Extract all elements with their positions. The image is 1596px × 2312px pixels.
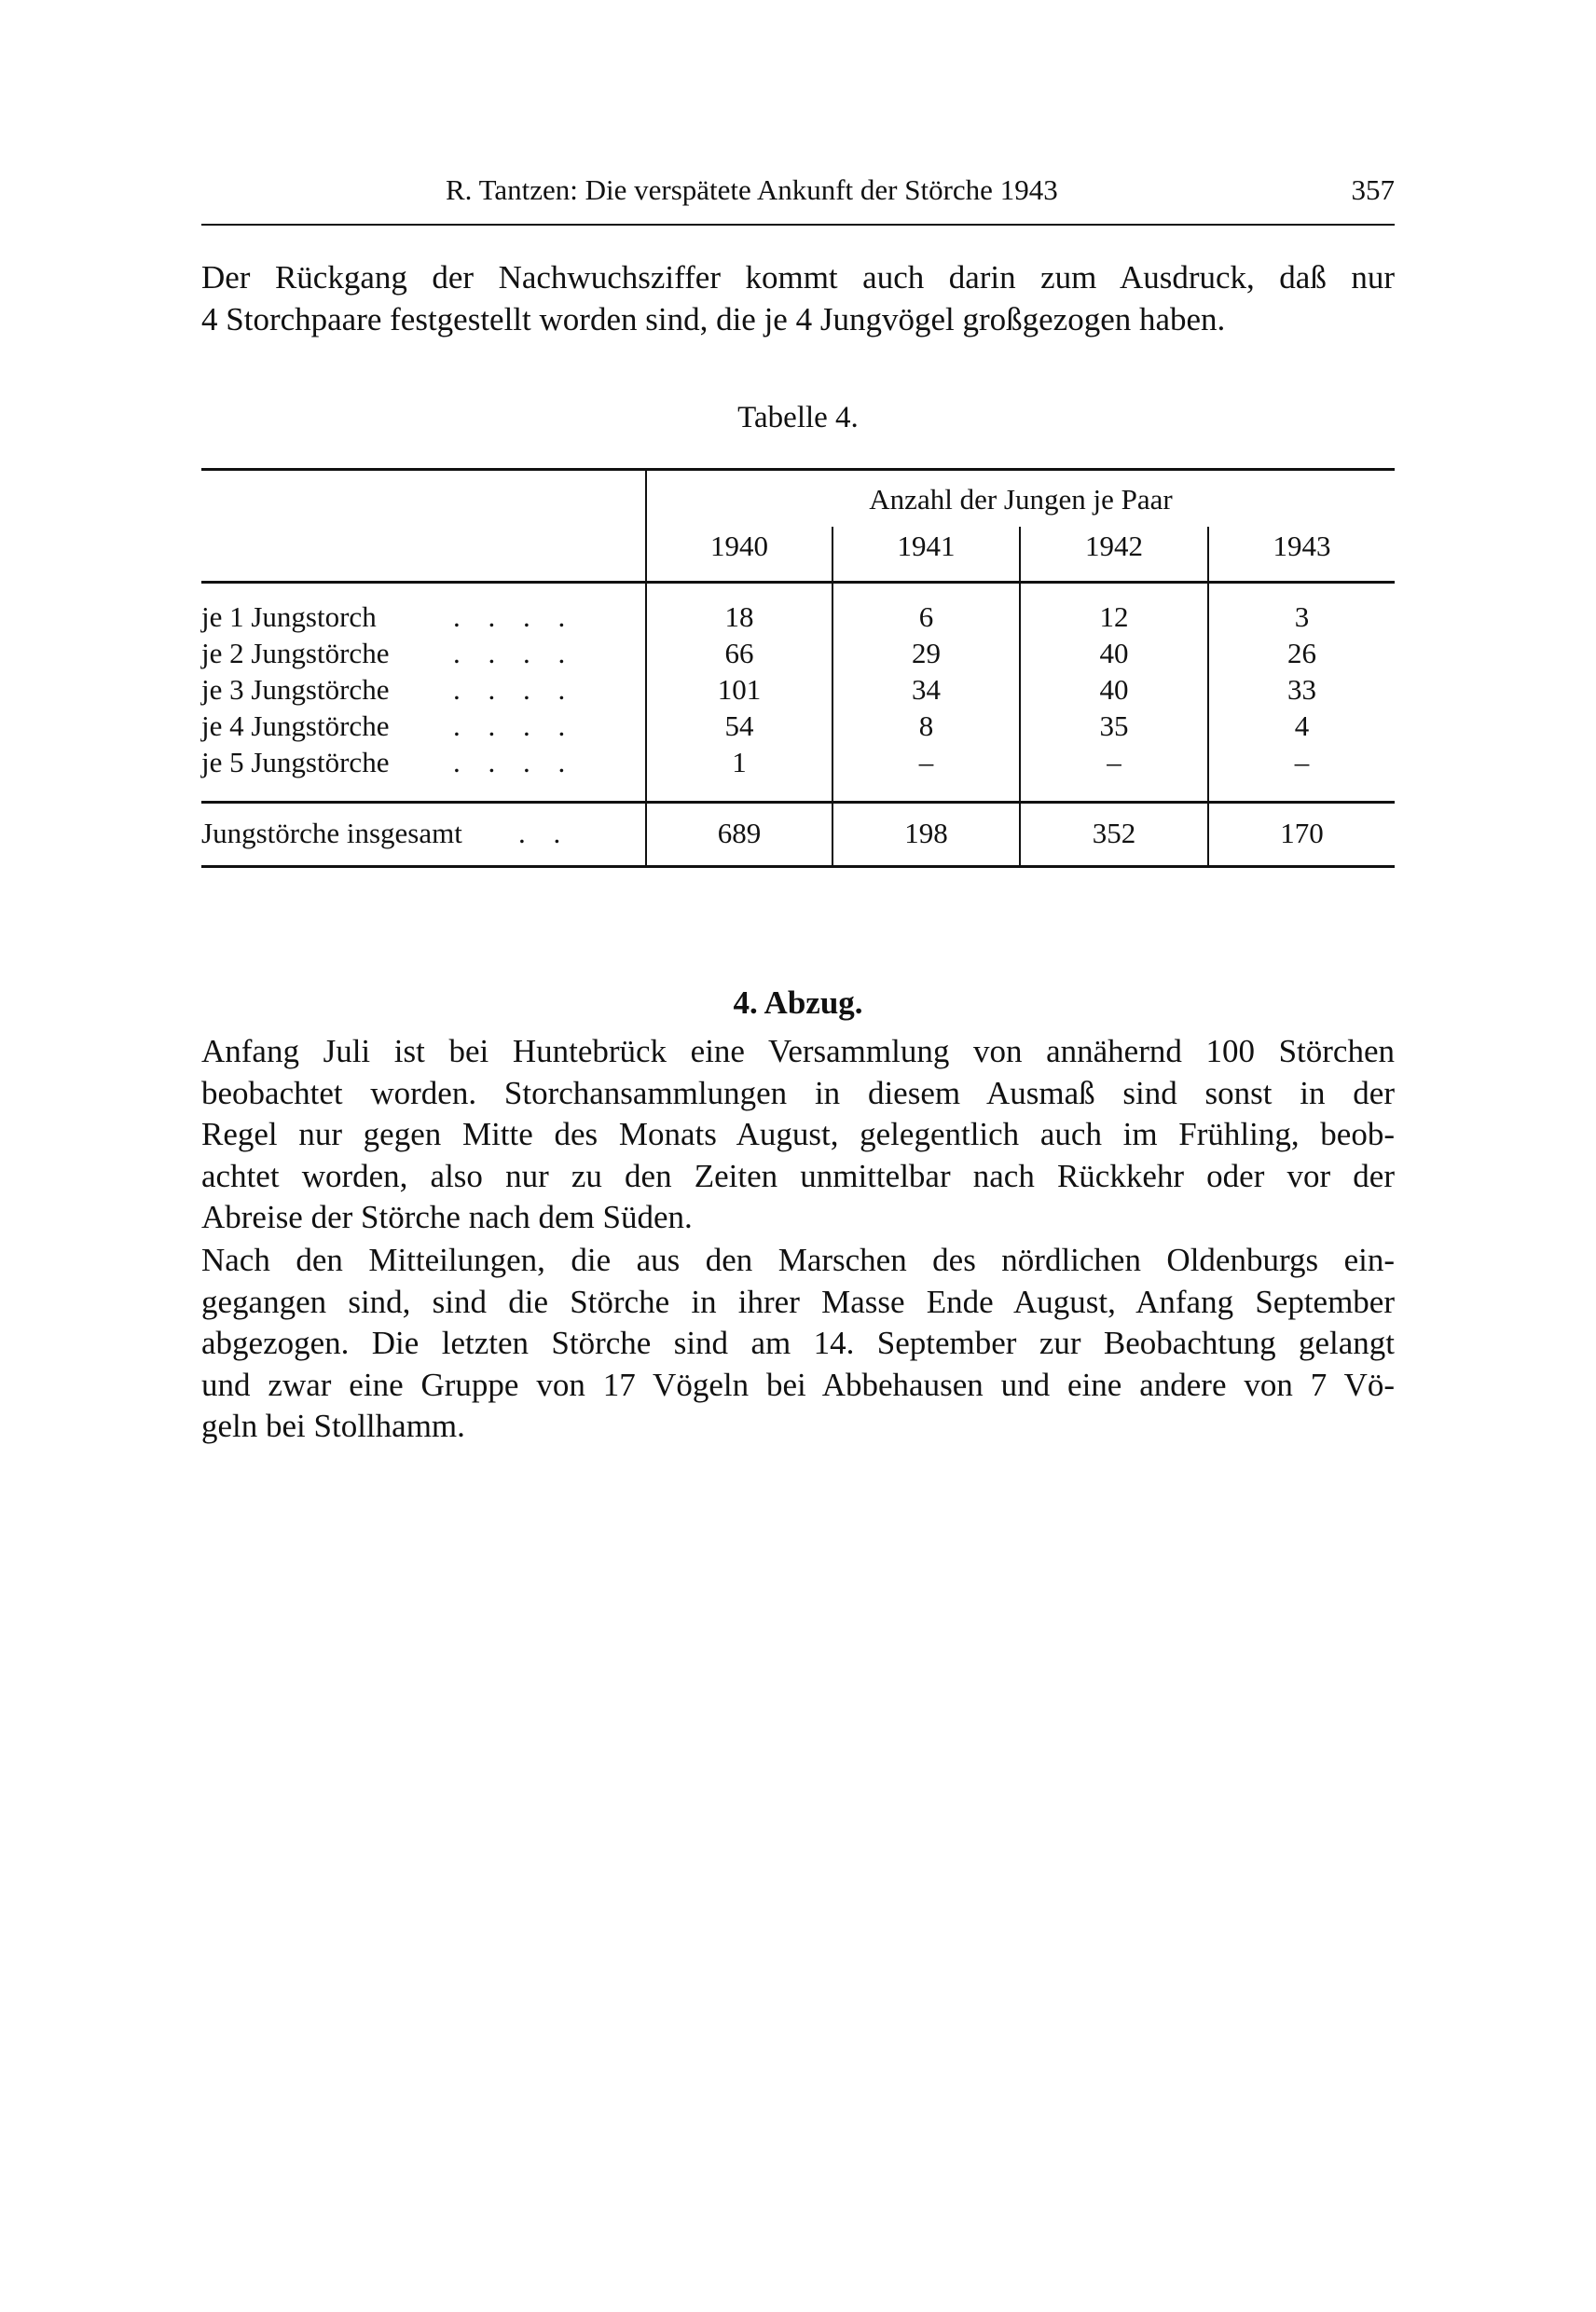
table-cell: 352 bbox=[1092, 817, 1136, 849]
table-cell: 689 bbox=[717, 817, 762, 849]
text-line: und zwar eine Gruppe von 17 Vögeln bei Abbehausen und eine andere von 7 Vö- bbox=[201, 1366, 1395, 1403]
table-cell: 18 bbox=[724, 600, 754, 633]
text-line: Anfang Juli ist bei Huntebrück eine Versammlung von annähernd 100 Störchen bbox=[201, 1033, 1395, 1069]
table-cell: 29 bbox=[912, 637, 941, 669]
table-year-header: 1941 bbox=[897, 530, 956, 562]
table-cell: 198 bbox=[904, 817, 948, 849]
row-label: je 1 Jungstorch bbox=[201, 600, 377, 633]
table-row bbox=[201, 635, 1395, 671]
table-cell: 40 bbox=[1099, 673, 1129, 706]
intro-paragraph bbox=[201, 257, 1395, 340]
table-year-header: 1943 bbox=[1273, 530, 1331, 562]
table-year-header: 1940 bbox=[710, 530, 768, 562]
table-cell: 8 bbox=[918, 709, 934, 742]
table-cell: 33 bbox=[1287, 673, 1316, 706]
table-cell: – bbox=[918, 746, 934, 778]
text-line: beobachtet worden. Storchansammlungen in diesem Ausmaß sind sonst in der bbox=[201, 1074, 1395, 1111]
text-line: 4 Storchpaare festgestellt worden sind, die je 4 Jungvögel großgezogen haben. bbox=[201, 300, 1226, 337]
row-label: je 5 Jungstörche bbox=[201, 746, 390, 778]
row-label: je 2 Jungstörche bbox=[201, 637, 390, 669]
table-row bbox=[201, 599, 1395, 635]
row-label: je 4 Jungstörche bbox=[201, 709, 390, 742]
table-year-header: 1942 bbox=[1085, 530, 1143, 562]
running-title: R. Tantzen: Die verspätete Ankunft der Störche 1943 bbox=[446, 173, 1058, 206]
table-header-rule bbox=[201, 581, 1395, 584]
table-cell: 34 bbox=[912, 673, 941, 706]
table-cell: 54 bbox=[724, 709, 754, 742]
leader-dots: . . bbox=[518, 817, 571, 849]
leader-dots: . . . . bbox=[453, 709, 576, 742]
table-total-rule bbox=[201, 801, 1395, 804]
table-cell: 40 bbox=[1099, 637, 1129, 669]
table-group-header: Anzahl der Jungen je Paar bbox=[869, 483, 1173, 516]
leader-dots: . . . . bbox=[453, 673, 576, 706]
table-cell: 170 bbox=[1280, 817, 1324, 849]
table-row bbox=[201, 744, 1395, 780]
text-line: achtet worden, also nur zu den Zeiten unmittelbar nach Rückkehr oder vor der bbox=[201, 1157, 1395, 1194]
running-header bbox=[201, 172, 1395, 226]
section-paragraph bbox=[201, 1240, 1395, 1448]
text-line: Regel nur gegen Mitte des Monats August, gelegentlich auch im Frühling, beob- bbox=[201, 1116, 1395, 1152]
table-cell: 66 bbox=[724, 637, 754, 669]
table-caption: Tabelle 4. bbox=[737, 401, 859, 434]
text-line: geln bei Stollhamm. bbox=[201, 1408, 465, 1444]
table-cell: 26 bbox=[1287, 637, 1316, 669]
table-cell: 35 bbox=[1099, 709, 1129, 742]
text-line: Abreise der Störche nach dem Süden. bbox=[201, 1199, 693, 1235]
text-line: Nach den Mitteilungen, die aus den Marschen des nördlichen Oldenburgs ein- bbox=[201, 1242, 1395, 1278]
row-label: Jungstörche insgesamt bbox=[201, 817, 462, 849]
table-bottom-rule bbox=[201, 865, 1395, 868]
table-total-row bbox=[201, 815, 1395, 851]
text-line: abgezogen. Die letzten Störche sind am 14. September zur Beobachtung gelangt bbox=[201, 1325, 1395, 1361]
table-cell: – bbox=[1294, 746, 1310, 778]
text-line: Der Rückgang der Nachwuchsziffer kommt auch darin zum Ausdruck, daß nur bbox=[201, 259, 1395, 296]
table-cell: 1 bbox=[732, 746, 747, 778]
section-paragraph bbox=[201, 1031, 1395, 1239]
table-cell: 12 bbox=[1099, 600, 1129, 633]
table-cell: 4 bbox=[1294, 709, 1310, 742]
table-top-rule bbox=[201, 468, 1395, 471]
page-number: 357 bbox=[1351, 173, 1395, 206]
leader-dots: . . . . bbox=[453, 637, 576, 669]
text-line: gegangen sind, sind die Störche in ihrer Masse Ende August, Anfang September bbox=[201, 1283, 1395, 1320]
table-cell: – bbox=[1107, 746, 1121, 778]
section-heading: 4. Abzug. bbox=[733, 984, 863, 1021]
leader-dots: . . . . bbox=[453, 746, 576, 778]
row-label: je 3 Jungstörche bbox=[201, 673, 390, 706]
table-cell: 6 bbox=[918, 600, 934, 633]
table-row bbox=[201, 708, 1395, 744]
leader-dots: . . . . bbox=[453, 600, 576, 633]
table-cell: 101 bbox=[717, 673, 762, 706]
table-row bbox=[201, 671, 1395, 708]
table-cell: 3 bbox=[1294, 600, 1310, 633]
